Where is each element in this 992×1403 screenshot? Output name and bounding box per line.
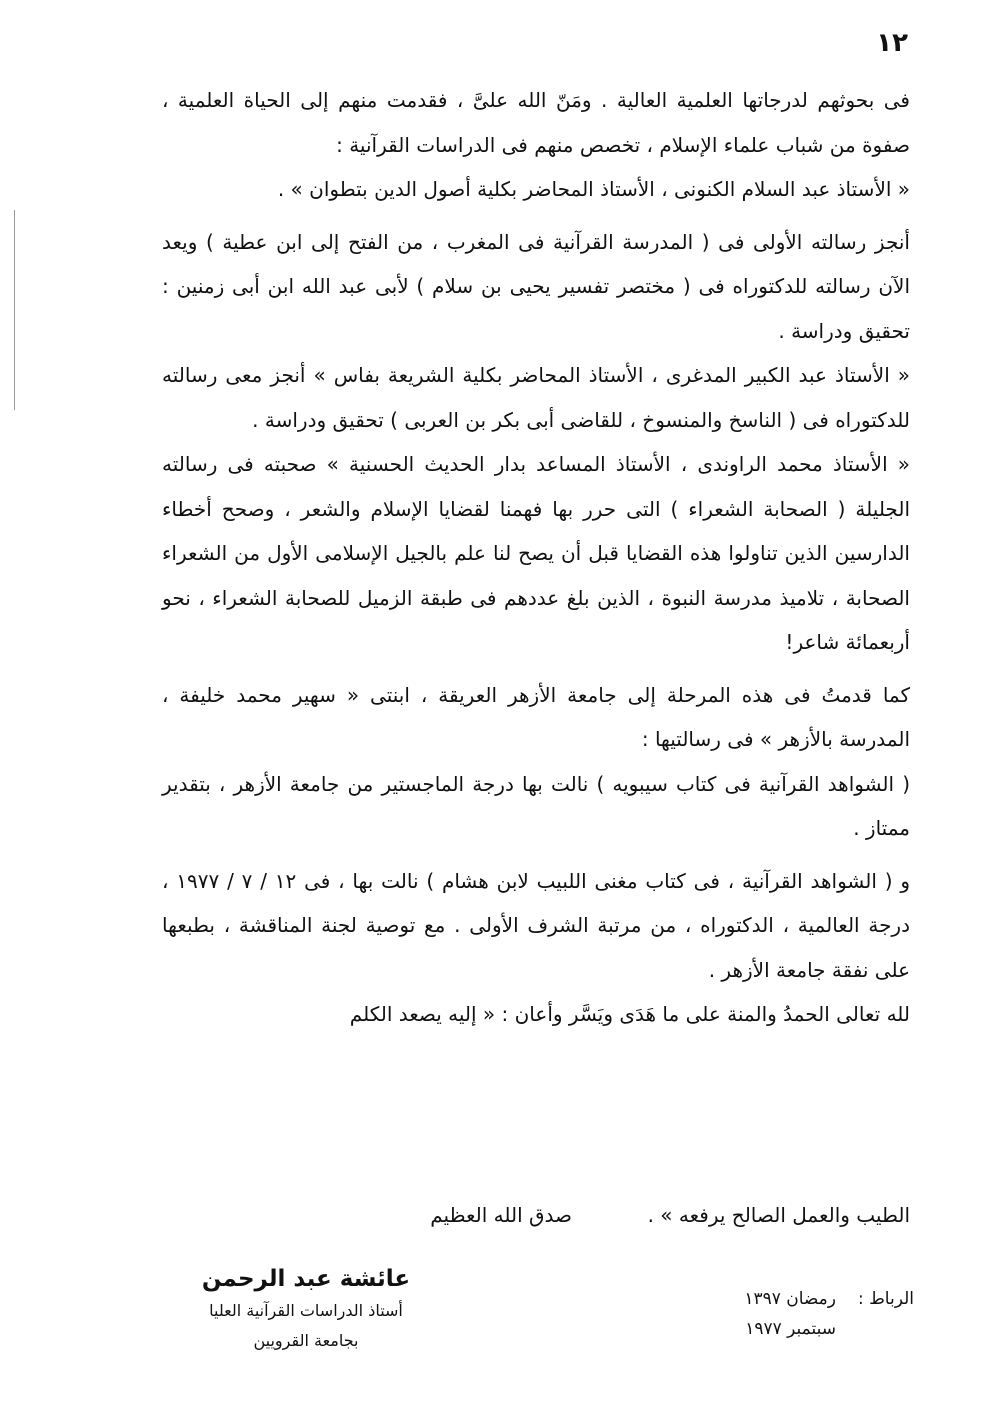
paragraph-kanouni: « الأستاذ عبد السلام الكنونى ، الأستاذ المحاضر بكلية أصول الدين بتطوان » . [277,177,910,201]
gregorian-date: سبتمبر ١٩٧٧ [745,1319,836,1339]
place-indent [836,1314,914,1344]
paragraph-madghari: « الأستاذ عبد الكبير المدغرى ، الأستاذ المحاضر بكلية الشريعة بفاس » أنجز معى رسالته للدكتوراه فى ( الناسخ والمنسوخ ، للقاضى أبى بكر بن العربى ) تحقيق ودراسة . [162,363,910,432]
author-affiliation: بجامعة القرويين [253,1331,359,1350]
paragraph-kanouni-work: أنجز رسالته الأولى فى ( المدرسة القرآنية فى المغرب ، من الفتح إلى ابن عطية ) ويعد الآن رسالته للدكتوراه فى ( مختصر تفسير يحيى بن سلام ) لأبى عبد الله ابن أبى زمنين : تحقيق ودراسة . [162,229,910,343]
paragraph-intro: فى بحوثهم لدرجاتها العلمية العالية . ومَنّ الله علىَّ ، فقدمت منهم إلى الحياة العلمية ، صفوة من شباب علماء الإسلام ، تخصص منهم فى الدراسات القرآنية : [162,88,910,157]
hijri-date: رمضان ١٣٩٧ [744,1289,836,1309]
margin-rule [14,210,15,410]
author-name: عائشة عبد الرحمن [201,1266,411,1292]
sadaqa-text: صدق الله العظيم [430,1203,572,1227]
gregorian-row [700,1314,914,1344]
place-row [700,1284,914,1314]
main-text [162,78,910,1037]
place-label: الرباط : [857,1289,914,1309]
paragraph-rawandi: « الأستاذ محمد الراوندى ، الأستاذ المساعد بدار الحديث الحسنية » صحبته فى رسالته الجليلة ( الصحابة الشعراء ) التى حرر بها فهمنا لقضايا الإسلام والشعر ، وصحح أخطاء الدارسين الذين تناولوا هذه القضايا قبل أن يصح لنا علم بالجيل الإسلامى الأول من الشعراء الصحابة ، تلاميذ مدرسة النبوة ، الذين بلغ عددهم فى طبقة الزميل للصحابة الشعراء ، نحو أربعمائة شاعر! [162,452,910,654]
closing-line [162,1203,910,1243]
verse-tail: الطيب والعمل الصالح يرفعه » . [647,1203,910,1227]
paragraph-mughni: و ( الشواهد القرآنية ، فى كتاب مغنى اللبيب لابن هشام ) نالت بها ، فى ١٢ / ٧ / ١٩٧٧ ، درجة العالمية ، الدكتوراه ، من مرتبة الشرف الأولى . مع توصية لجنة المناقشة ، بطبعها على نفقة جامعة الأزهر . [162,868,911,982]
author-title: أستاذ الدراسات القرآنية العليا [209,1301,403,1320]
paragraph-praise: لله تعالى الحمدُ والمنة على ما هَدَى ويَسَّر وأعان : « إليه يصعد الكلم [349,1002,910,1026]
author-signature [196,1262,416,1356]
paragraph-sibawayh: ( الشواهد القرآنية فى كتاب سيبويه ) نالت بها درجة الماجستير من جامعة الأزهر ، بتقدير ممتاز . [162,771,910,840]
page-number: ١٢ [876,28,908,58]
paragraph-suhair: كما قدمتُ فى هذه المرحلة إلى جامعة الأزهر العريقة ، ابنتى « سهير محمد خليفة ، المدرسة بالأزهر » فى رسالتيها : [162,682,910,751]
place-date [700,1284,914,1344]
